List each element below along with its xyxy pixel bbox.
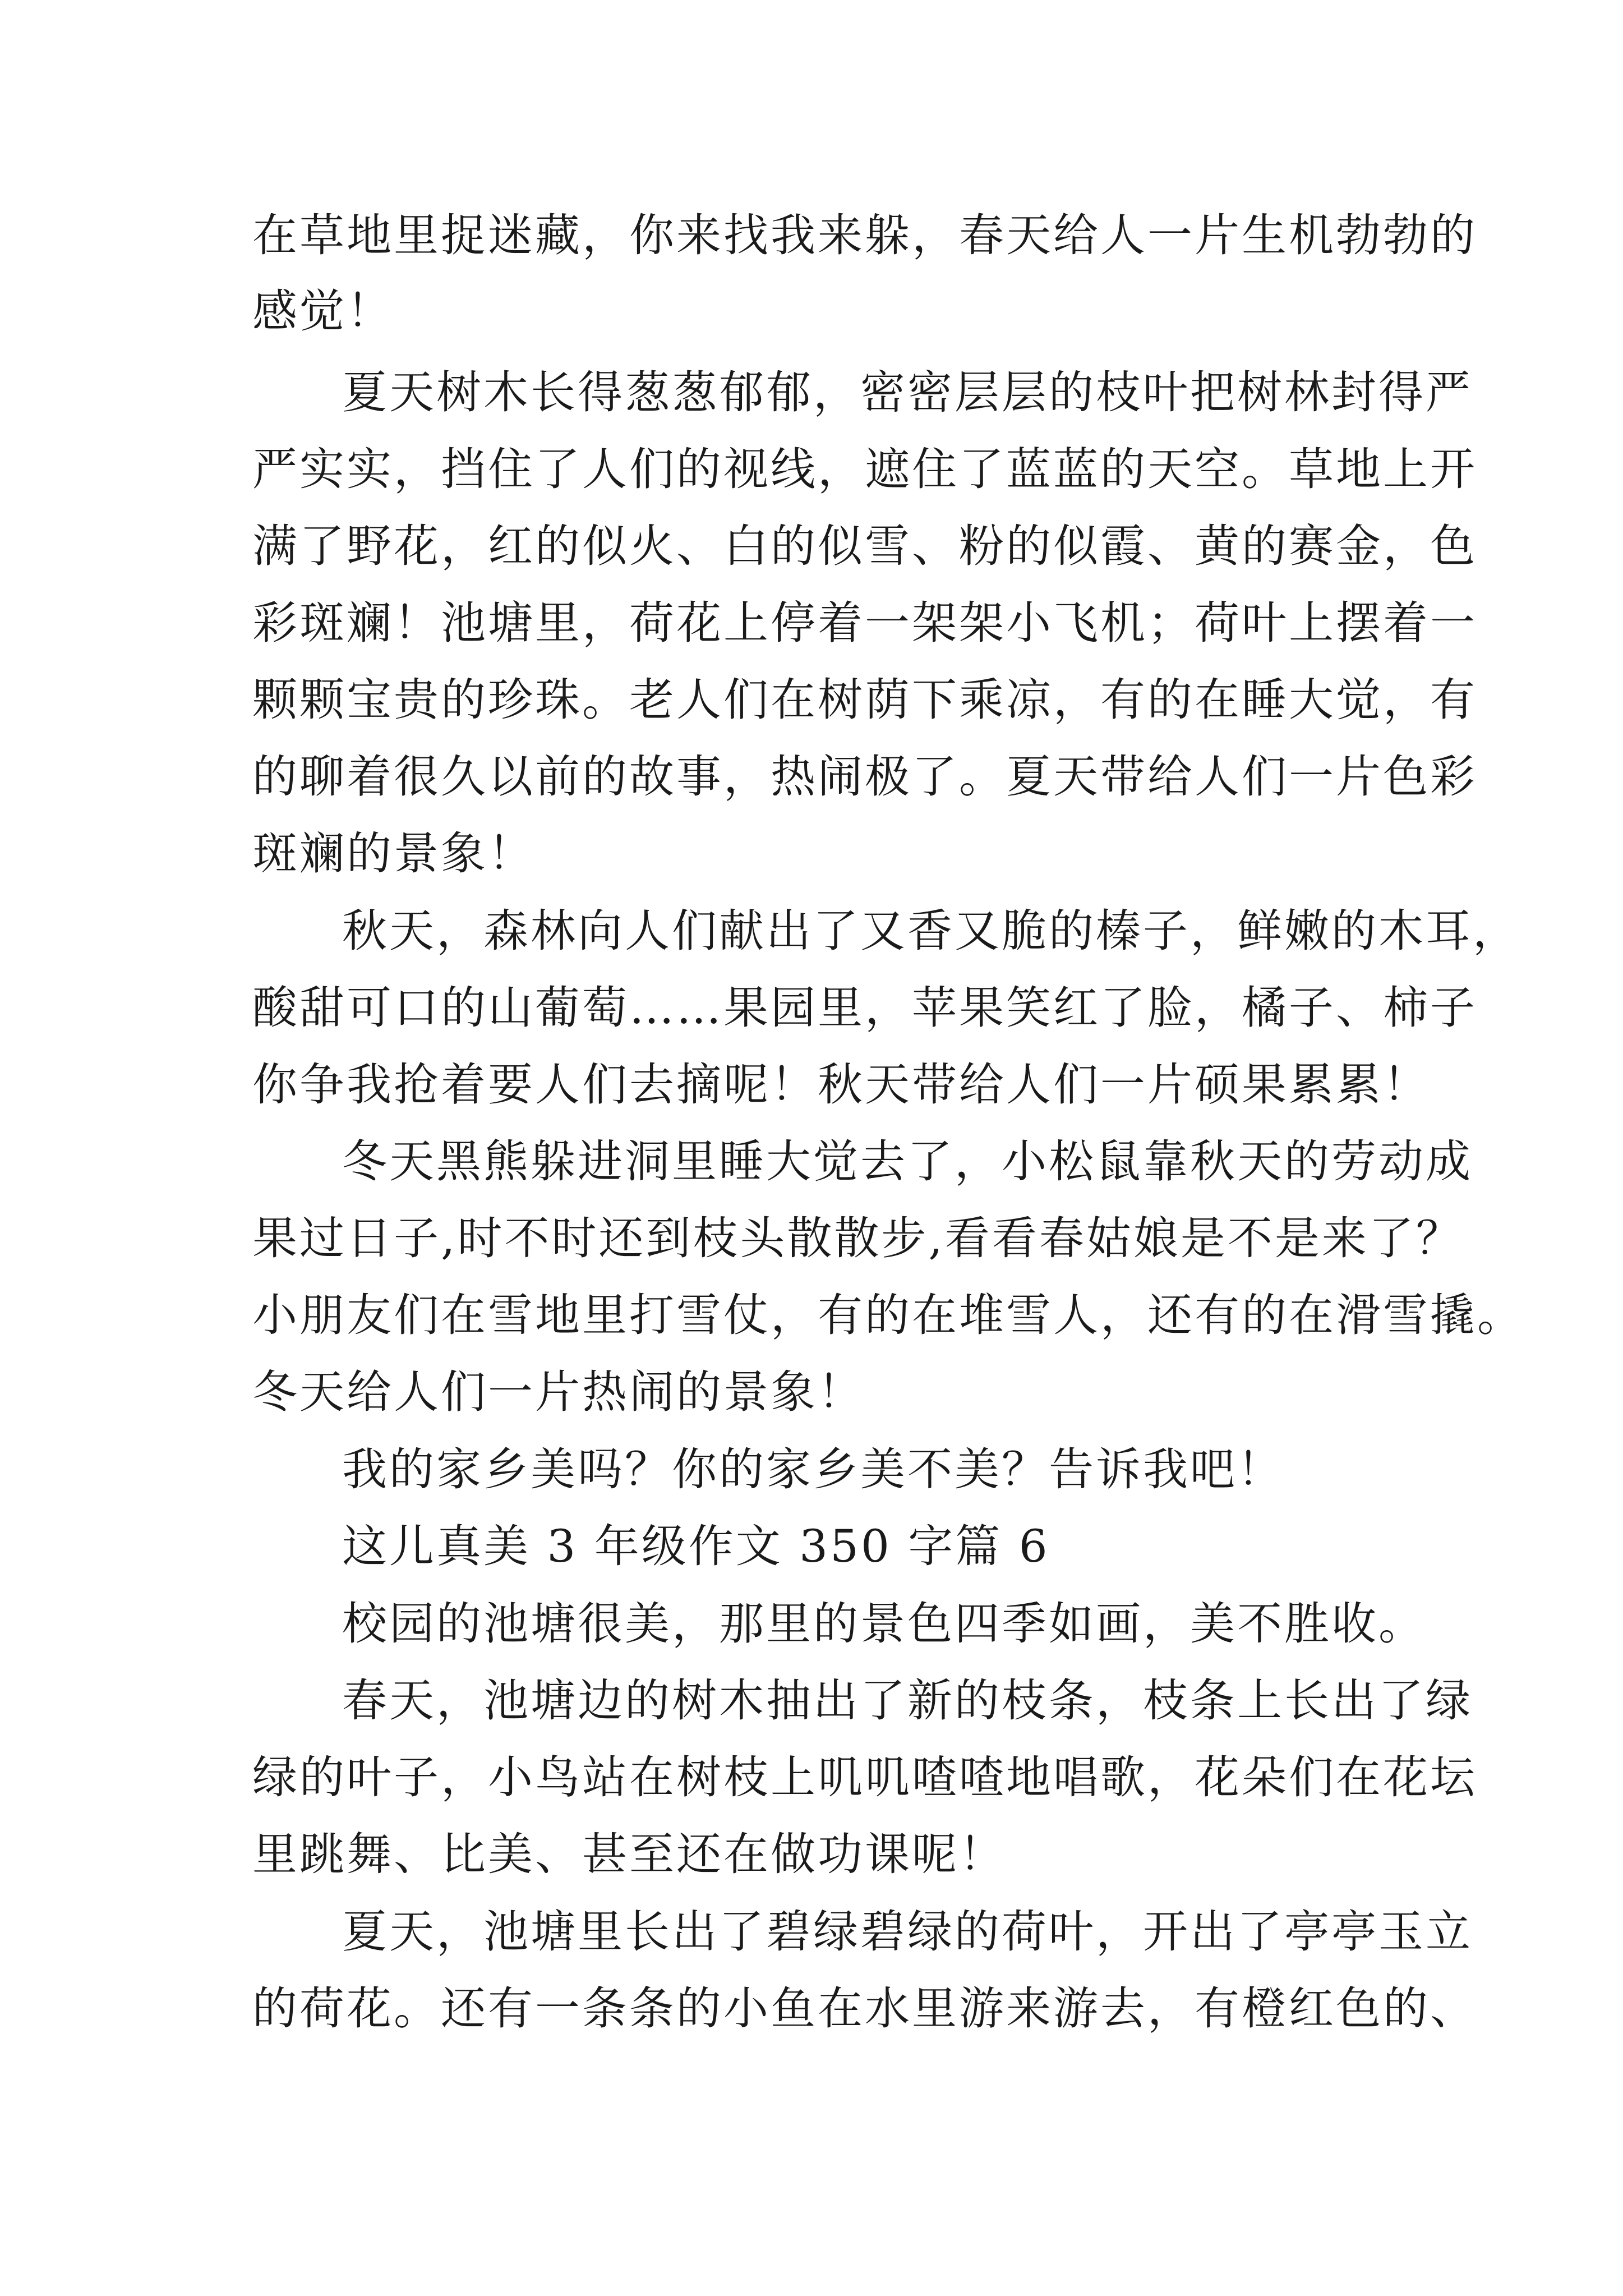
text-line: 斑斓的景象！ bbox=[252, 827, 535, 880]
text-line: 在草地里捉迷藏，你来找我来躲，春天给人一片生机勃勃的 bbox=[252, 209, 1477, 261]
text-line: 酸甜可口的山葡萄……果园里，苹果笑红了脸，橘子、柿子 bbox=[252, 982, 1477, 1034]
paragraph-start: 春天，池塘边的树木抽出了新的枝条，枝条上长出了绿 bbox=[342, 1674, 1473, 1727]
text-line: 里跳舞、比美、甚至还在做功课呢！ bbox=[252, 1828, 1006, 1880]
text-line: 小朋友们在雪地里打雪仗，有的在堆雪人，还有的在滑雪撬。 bbox=[252, 1289, 1524, 1341]
text-line: 的荷花。还有一条条的小鱼在水里游来游去，有橙红色的、 bbox=[252, 1982, 1477, 2035]
section-heading: 这儿真美 3 年级作文 350 字篇 6 bbox=[342, 1520, 1050, 1572]
paragraph-start: 夏天，池塘里长出了碧绿碧绿的荷叶，开出了亭亭玉立 bbox=[342, 1906, 1473, 1958]
paragraph-start: 夏天树木长得葱葱郁郁，密密层层的枝叶把树林封得严 bbox=[342, 366, 1473, 418]
text-line: 感觉！ bbox=[252, 285, 394, 337]
paragraph-start: 秋天，森林向人们献出了又香又脆的榛子，鲜嫩的木耳， bbox=[342, 905, 1520, 957]
text-line: 绿的叶子，小鸟站在树枝上叽叽喳喳地唱歌，花朵们在花坛 bbox=[252, 1751, 1477, 1803]
text-line: 严实实，挡住了人们的视线，遮住了蓝蓝的天空。草地上开 bbox=[252, 443, 1477, 495]
text-line: 颗颗宝贵的珍珠。老人们在树荫下乘凉，有的在睡大觉，有 bbox=[252, 674, 1477, 726]
text-line: 你争我抢着要人们去摘呢！秋天带给人们一片硕果累累！ bbox=[252, 1059, 1430, 1111]
text-line: 彩斑斓！池塘里，荷花上停着一架架小飞机；荷叶上摆着一 bbox=[252, 597, 1477, 649]
paragraph-start: 冬天黑熊躲进洞里睡大觉去了，小松鼠靠秋天的劳动成 bbox=[342, 1135, 1473, 1188]
text-line: 冬天给人们一片热闹的景象！ bbox=[252, 1366, 865, 1418]
text-line: 满了野花，红的似火、白的似雪、粉的似霞、黄的赛金，色 bbox=[252, 520, 1477, 572]
paragraph-start: 校园的池塘很美，那里的景色四季如画，美不胜收。 bbox=[342, 1598, 1426, 1650]
paragraph-start: 我的家乡美吗？你的家乡美不美？告诉我吧！ bbox=[342, 1443, 1284, 1496]
text-line: 果过日子,时不时还到枝头散散步,看看春姑娘是不是来了？ bbox=[252, 1212, 1463, 1264]
text-line: 的聊着很久以前的故事，热闹极了。夏天带给人们一片色彩 bbox=[252, 751, 1477, 803]
